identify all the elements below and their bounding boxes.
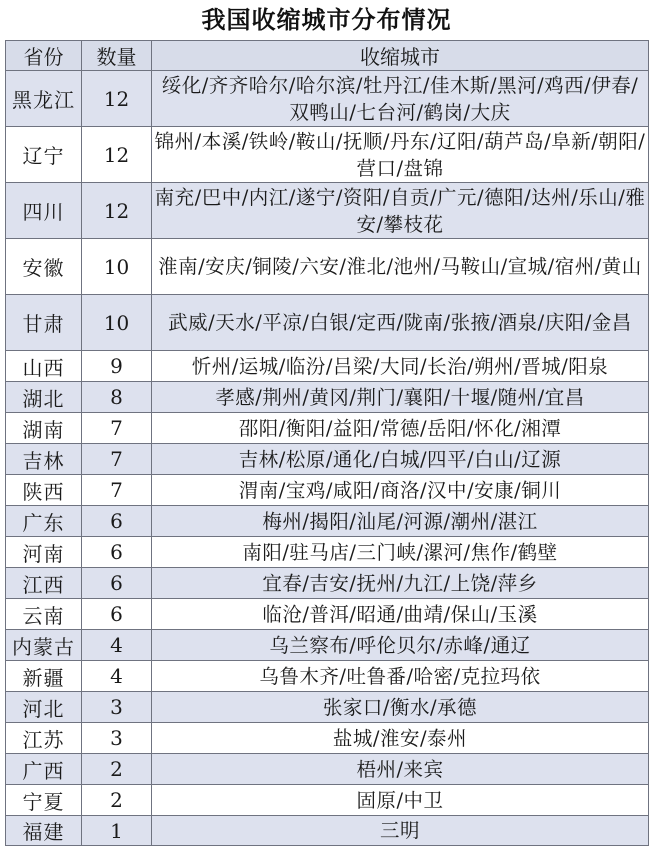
table-row [6,630,649,661]
cities-cell: 张家口/衡水/承德 [152,692,649,723]
province-cell: 云南 [6,599,82,630]
header-province: 省份 [6,41,82,71]
province-cell: 湖南 [6,413,82,444]
count-cell: 7 [82,444,152,475]
count-cell: 6 [82,568,152,599]
cities-cell: 武威/天水/平凉/白银/定西/陇南/张掖/酒泉/庆阳/金昌 [152,295,649,351]
shrinking-cities-table [5,40,649,846]
cities-cell: 三明 [152,816,649,846]
province-cell: 广西 [6,754,82,785]
province-cell: 四川 [6,183,82,239]
header-cities: 收缩城市 [152,41,649,71]
table-row [6,537,649,568]
province-cell: 陕西 [6,475,82,506]
table-row [6,444,649,475]
cities-cell: 梧州/来宾 [152,754,649,785]
count-cell: 10 [82,239,152,295]
page-title: 我国收缩城市分布情况 [201,6,452,34]
province-cell: 吉林 [6,444,82,475]
province-cell: 湖北 [6,382,82,413]
table-row [6,413,649,444]
province-cell: 广东 [6,506,82,537]
count-cell: 9 [82,351,152,382]
count-cell: 2 [82,754,152,785]
count-cell: 3 [82,692,152,723]
table-row [6,475,649,506]
table-row [6,351,649,382]
province-cell: 河北 [6,692,82,723]
count-cell: 6 [82,506,152,537]
province-cell: 江苏 [6,723,82,754]
table-row [6,568,649,599]
table-row [6,785,649,816]
count-cell: 7 [82,413,152,444]
cities-cell: 盐城/淮安/泰州 [152,723,649,754]
cities-cell: 锦州/本溪/铁岭/鞍山/抚顺/丹东/辽阳/葫芦岛/阜新/朝阳/营口/盘锦 [152,127,649,183]
count-cell: 4 [82,661,152,692]
province-cell: 江西 [6,568,82,599]
table-row [6,127,649,183]
count-cell: 3 [82,723,152,754]
header-count: 数量 [82,41,152,71]
table-header-row [6,41,649,71]
table-row [6,816,649,846]
province-cell: 新疆 [6,661,82,692]
table-row [6,506,649,537]
count-cell: 6 [82,537,152,568]
table-row [6,295,649,351]
cities-cell: 淮南/安庆/铜陵/六安/淮北/池州/马鞍山/宣城/宿州/黄山 [152,239,649,295]
table-row [6,71,649,127]
table-row [6,183,649,239]
count-cell: 12 [82,127,152,183]
table-row [6,599,649,630]
cities-cell: 吉林/松原/通化/白城/四平/白山/辽源 [152,444,649,475]
province-cell: 河南 [6,537,82,568]
province-cell: 宁夏 [6,785,82,816]
province-cell: 辽宁 [6,127,82,183]
cities-cell: 梅州/揭阳/汕尾/河源/潮州/湛江 [152,506,649,537]
table-row [6,382,649,413]
province-cell: 福建 [6,816,82,846]
province-cell: 黑龙江 [6,71,82,127]
cities-cell: 邵阳/衡阳/益阳/常德/岳阳/怀化/湘潭 [152,413,649,444]
table-row [6,723,649,754]
cities-cell: 渭南/宝鸡/咸阳/商洛/汉中/安康/铜川 [152,475,649,506]
count-cell: 1 [82,816,152,846]
cities-cell: 临沧/普洱/昭通/曲靖/保山/玉溪 [152,599,649,630]
cities-cell: 绥化/齐齐哈尔/哈尔滨/牡丹江/佳木斯/黑河/鸡西/伊春/双鸭山/七台河/鹤岗/大庆 [152,71,649,127]
count-cell: 8 [82,382,152,413]
table-row [6,661,649,692]
province-cell: 安徽 [6,239,82,295]
count-cell: 10 [82,295,152,351]
cities-cell: 南充/巴中/内江/遂宁/资阳/自贡/广元/德阳/达州/乐山/雅安/攀枝花 [152,183,649,239]
count-cell: 12 [82,183,152,239]
cities-cell: 固原/中卫 [152,785,649,816]
table-row [6,754,649,785]
table-row [6,239,649,295]
count-cell: 2 [82,785,152,816]
cities-cell: 孝感/荆州/黄冈/荆门/襄阳/十堰/随州/宜昌 [152,382,649,413]
cities-cell: 乌兰察布/呼伦贝尔/赤峰/通辽 [152,630,649,661]
cities-cell: 宜春/吉安/抚州/九江/上饶/萍乡 [152,568,649,599]
province-cell: 山西 [6,351,82,382]
province-cell: 甘肃 [6,295,82,351]
province-cell: 内蒙古 [6,630,82,661]
count-cell: 6 [82,599,152,630]
count-cell: 12 [82,71,152,127]
count-cell: 7 [82,475,152,506]
count-cell: 4 [82,630,152,661]
cities-cell: 乌鲁木齐/吐鲁番/哈密/克拉玛依 [152,661,649,692]
cities-cell: 南阳/驻马店/三门峡/漯河/焦作/鹤壁 [152,537,649,568]
cities-cell: 忻州/运城/临汾/吕梁/大同/长治/朔州/晋城/阳泉 [152,351,649,382]
table-row [6,692,649,723]
